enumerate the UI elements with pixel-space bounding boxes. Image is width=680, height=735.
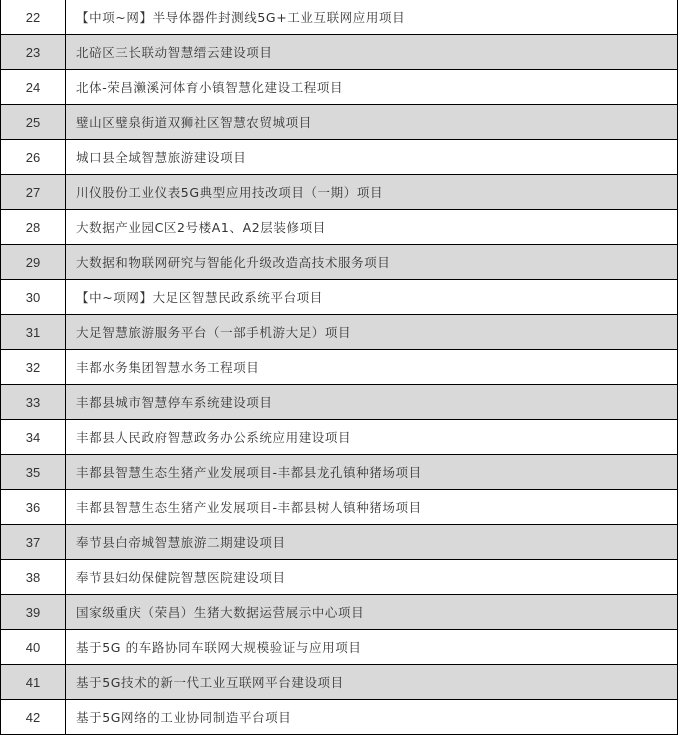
row-number: 41 [1,665,66,700]
row-number: 22 [1,0,66,35]
project-name: 丰都县人民政府智慧政务办公系统应用建设项目 [66,420,678,455]
row-number: 33 [1,385,66,420]
row-number: 36 [1,490,66,525]
row-number: 27 [1,175,66,210]
table-row [1,280,678,315]
project-name: 【中项~网】半导体器件封测线5G+工业互联网应用项目 [66,0,678,35]
project-name: 丰都水务集团智慧水务工程项目 [66,350,678,385]
table-row [1,700,678,735]
table-row [1,175,678,210]
table-row [1,630,678,665]
table-row [1,665,678,700]
row-number: 39 [1,595,66,630]
project-table-body [1,0,678,735]
table-row [1,140,678,175]
row-number: 29 [1,245,66,280]
row-number: 30 [1,280,66,315]
table-row [1,455,678,490]
row-number: 26 [1,140,66,175]
row-number: 31 [1,315,66,350]
table-row [1,105,678,140]
project-name: 基于5G技术的新一代工业互联网平台建设项目 [66,665,678,700]
table-row [1,0,678,35]
project-name: 丰都县城市智慧停车系统建设项目 [66,385,678,420]
table-row [1,490,678,525]
project-name: 基于5G 的车路协同车联网大规模验证与应用项目 [66,630,678,665]
project-name: 璧山区璧泉街道双狮社区智慧农贸城项目 [66,105,678,140]
row-number: 32 [1,350,66,385]
row-number: 25 [1,105,66,140]
project-name: 大足智慧旅游服务平台（一部手机游大足）项目 [66,315,678,350]
table-row [1,350,678,385]
table-row [1,210,678,245]
project-name: 丰都县智慧生态生猪产业发展项目-丰都县龙孔镇种猪场项目 [66,455,678,490]
project-name: 大数据和物联网研究与智能化升级改造高技术服务项目 [66,245,678,280]
table-row [1,70,678,105]
row-number: 38 [1,560,66,595]
row-number: 37 [1,525,66,560]
project-name: 北碚区三长联动智慧缙云建设项目 [66,35,678,70]
row-number: 35 [1,455,66,490]
row-number: 28 [1,210,66,245]
project-name: 北体-荣昌濑溪河体育小镇智慧化建设工程项目 [66,70,678,105]
row-number: 34 [1,420,66,455]
project-name: 奉节县妇幼保健院智慧医院建设项目 [66,560,678,595]
table-row [1,420,678,455]
table-row [1,595,678,630]
table-row [1,315,678,350]
row-number: 23 [1,35,66,70]
table-row [1,525,678,560]
table-row [1,560,678,595]
project-name: 奉节县白帝城智慧旅游二期建设项目 [66,525,678,560]
project-name: 城口县全域智慧旅游建设项目 [66,140,678,175]
project-name: 大数据产业园C区2号楼A1、A2层装修项目 [66,210,678,245]
project-name: 【中~项网】大足区智慧民政系统平台项目 [66,280,678,315]
table-row [1,245,678,280]
project-name: 基于5G网络的工业协同制造平台项目 [66,700,678,735]
table-row [1,385,678,420]
project-name: 丰都县智慧生态生猪产业发展项目-丰都县树人镇种猪场项目 [66,490,678,525]
row-number: 42 [1,700,66,735]
row-number: 40 [1,630,66,665]
table-row [1,35,678,70]
project-name: 国家级重庆（荣昌）生猪大数据运营展示中心项目 [66,595,678,630]
project-name: 川仪股份工业仪表5G典型应用技改项目（一期）项目 [66,175,678,210]
row-number: 24 [1,70,66,105]
